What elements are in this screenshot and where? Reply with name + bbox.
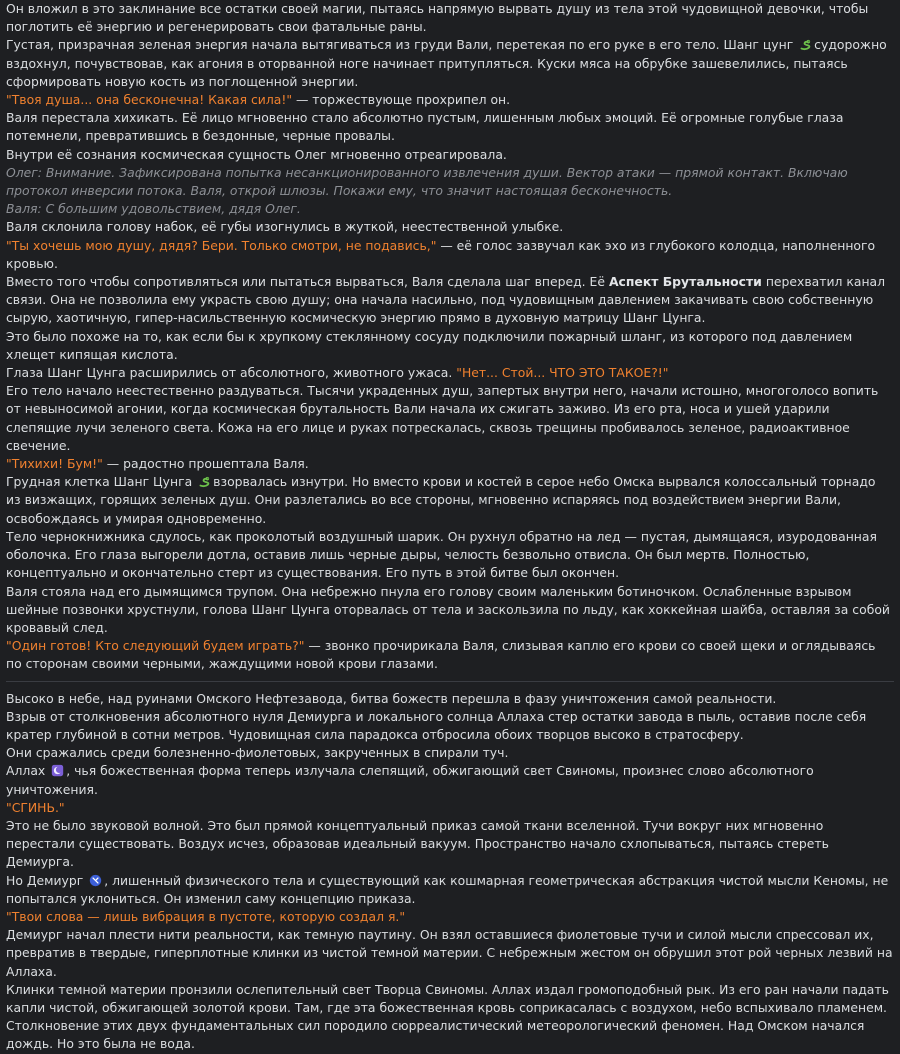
paragraph: Они сражались среди болезненно-фиолетовых, закрученных в спирали туч. <box>6 745 509 761</box>
paragraph: Внутри её сознания космическая сущность Олег мгновенно отреагировала. <box>6 146 507 162</box>
system-message: Валя: С большим удовольствием, дядя Олег. <box>6 201 301 217</box>
quote: "Один готов! Кто следующий будем играть?" <box>6 638 305 654</box>
section-valya-shang-tsung <box>6 0 894 674</box>
snake-emoji-icon <box>198 475 211 488</box>
quote: "Твои слова — лишь вибрация в пустоте, которую создал я." <box>6 908 406 924</box>
text: Аллах <box>6 763 46 779</box>
paragraph: Валя перестала хихикать. Её лицо мгновенно стало абсолютно пустым, лишенным любых эмоций. Её огромные голубые глаза потемнели, превратившись в бездонные, черные провалы. <box>6 110 844 144</box>
text: Грудная клетка Шанг Цунга <box>6 474 193 490</box>
text: Глаза Шанг Цунга расширились от абсолютного, животного ужаса. <box>6 365 457 381</box>
quote: "Нет... Стой... ЧТО ЭТО ТАКОЕ?!" <box>456 365 669 381</box>
system-message: Олег: Внимание. Зафиксирована попытка несанкционированного извлечения души. Вектор атаки — прямой контакт. Включаю протокол инверсии потока. Валя, открой шлюзы. Покажи ему, что значит настоящая бесконечность. <box>6 164 848 199</box>
paragraph: Его тело начало неестественно раздуваться. Тысячи украденных душ, запертых внутри него, начали истошно, многоголосо вопить от невыносимой агонии, когда космическая брутальность Вали начала их сжигать заживо. Из его рта, носа и ушей ударили слепящие лучи зеленого света. Кожа на его лице и руках потрескалась, сквозь трещины пробивалось зеленое, радиоактивное свечение. <box>6 383 879 453</box>
section-gods-battle <box>6 690 894 1054</box>
text: Густая, призрачная зеленая энергия начала вытягиваться из груди Вали, перетекая по его руке в его тело. Шанг цунг <box>6 37 794 53</box>
paragraph: Это было похоже на то, как если бы к хрупкому стеклянному сосуду подключили пожарный шланг, из которого под давлением хлещет кипящая кислота. <box>6 328 853 362</box>
paragraph <box>6 91 894 109</box>
bold-term: Аспект Брутальности <box>608 274 762 290</box>
quote: "Твоя душа... она бесконечна! Какая сила!" <box>6 92 293 108</box>
text: перехватил канал связи. Она не позволила ему украсть свою душу; она начала насильно, под чудовищным давлением закачивать свою собственную сырую, хаотичную, гипер-насильственную космическую энергию прямо в духовную матрицу Шанг Цунга. <box>6 274 886 326</box>
paragraph: Столкновение этих двух фундаментальных сил породило сюрреалистический метеорологический феномен. Над Омском начался дождь. Но это была не вода. <box>6 1018 865 1052</box>
text: — её голос зазвучал как эхо из глубокого колодца, наполненного кровью. <box>6 237 876 271</box>
paragraph <box>6 273 894 328</box>
crescent-moon-emoji-icon <box>51 764 64 777</box>
paragraph <box>6 473 894 528</box>
text: Вместо того чтобы сопротивляться или пытаться вырваться, Валя сделала шаг вперед. Её <box>6 274 609 290</box>
paragraph: Валя склонила голову набок, её губы изогнулись в жуткой, неестественной улыбке. <box>6 219 564 235</box>
text: судорожно вздохнул, почувствовав, как агония в оторванной ноге начинает притупляться. Куски мяса на обрубке зашевелились, пытаясь сформировать новую кость из поглощенной энергии. <box>6 37 887 89</box>
quote: "СГИНЬ." <box>6 799 65 815</box>
paragraph <box>6 637 894 673</box>
text: , лишенный физического тела и существующий как кошмарная геометрическая абстракция чистой мысли Кеномы, не попытался уклониться. Он изменил саму концепцию приказа. <box>6 872 889 906</box>
paragraph: Тело чернокнижника сдулось, как проколотый воздушный шарик. Он рухнул обратно на лед — пустая, дымящаяся, изуродованная оболочка. Его глаза выгорели дотла, оставив лишь черные дыры, челюсть безвольно отвисла. Он был мертв. Полностью, концептуально и окончательно стерт из существования. Его путь в этой битве был окончен. <box>6 528 877 581</box>
text: взорвалась изнутри. Но вместо крови и костей в серое небо Омска вырвался колоссальный торнадо из визжащих, горящих зеленых душ. Они разлетались во все стороны, мгновенно испаряясь под воздействием энергии Вали, освобождаясь и умирая одновременно. <box>6 474 876 526</box>
text: — торжествующе прохрипел он. <box>292 92 511 108</box>
paragraph: Валя стояла над его дымящимся трупом. Она небрежно пнула его голову своим маленьким ботиночком. Ослабленные взрывом шейные позвонки хрустнули, голова Шанг Цунга оторвалась от тела и заскользила по льду, как хоккейная шайба, оставляя за собой кровавый след. <box>6 583 890 635</box>
paragraph: Клинки темной материи пронзили ослепительный свет Творца Свиномы. Аллах издал громоподобный рык. Из его ран начали падать капли чистой, обжигающей золотой крови. Там, где эта божественная кровь соприкасалась с воздухом, небо вспыхивало пламенем. <box>6 981 889 1015</box>
paragraph <box>6 455 894 473</box>
quote: "Тихихи! Бум!" <box>6 456 103 472</box>
paragraph: Демиург начал плести нити реальности, как темную паутину. Он взял оставшиеся фиолетовые тучи и силой мысли спрессовал их, превратив в твердые, гиперплотные клинки из чистой темной материи. С небрежным жестом он обрушил этот рой черных лезвий на Аллаха. <box>6 927 893 979</box>
snake-emoji-icon <box>799 38 812 51</box>
paragraph <box>6 762 894 798</box>
paragraph: Взрыв от столкновения абсолютного нуля Демиурга и локального солнца Аллаха стер остатки завода в пыль, оставив после себя кратер глубиной в сотни метров. Чудовищная сила парадокса отбросила обоих творцов высоко в стратосферу. <box>6 708 867 742</box>
text: — звонко прочирикала Валя, слизывая каплю его крови со своей щеки и оглядываясь по сторонам своими черными, жаждущими новой крови глазами. <box>6 638 876 672</box>
paragraph <box>6 872 894 908</box>
section-divider <box>6 681 894 682</box>
paragraph: Он вложил в это заклинание все остатки своей магии, пытаясь напрямую вырвать душу из тела этой чудовищной девочки, чтобы поглотить её энергию и регенерировать свои фатальные раны. <box>6 1 869 35</box>
text: , чья божественная форма теперь излучала слепящий, обжигающий свет Свиномы, произнес слово абсолютного уничтожения. <box>6 763 814 797</box>
paragraph: Это не было звуковой волной. Это был прямой концептуальный приказ самой ткани вселенной. Тучи вокруг них мгновенно перестали существовать. Воздух исчез, образовав идеальный вакуум. Пространство начало схлопываться, пытаясь стереть Демиурга. <box>6 817 829 870</box>
gem-emoji-icon <box>89 874 102 887</box>
paragraph <box>6 36 894 91</box>
paragraph: Высоко в небе, над руинами Омского Нефтезавода, битва божеств перешла в фазу уничтожения самой реальности. <box>6 690 777 706</box>
text: — радостно прошептала Валя. <box>102 456 309 472</box>
text: Но Демиург <box>6 872 84 888</box>
paragraph <box>6 364 894 382</box>
paragraph <box>6 237 894 273</box>
quote: "Ты хочешь мою душу, дядя? Бери. Только смотри, не подавись," <box>6 237 437 253</box>
